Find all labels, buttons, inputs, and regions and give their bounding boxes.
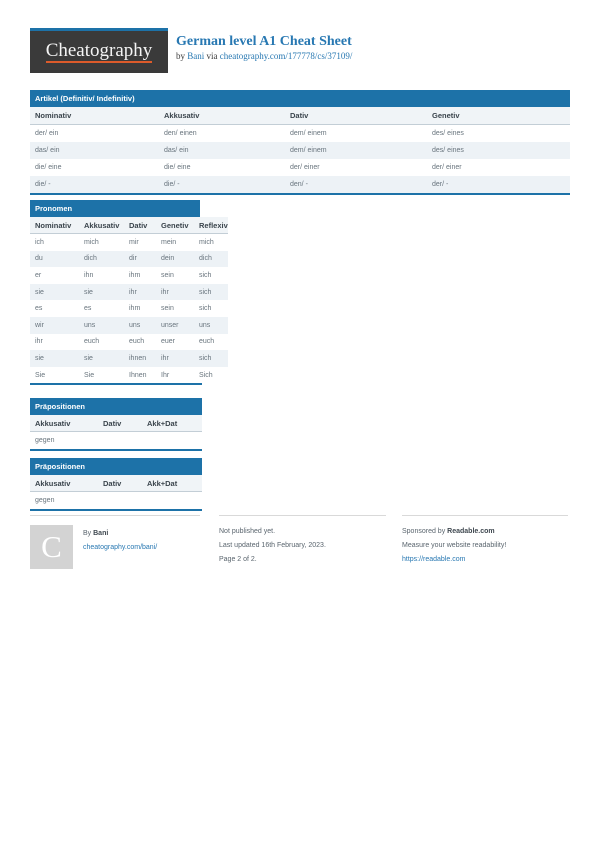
- byline-via: via: [206, 51, 218, 61]
- table-row: [30, 367, 228, 384]
- footer-by-label: By: [83, 530, 92, 537]
- table-cell: des/ eines: [432, 130, 464, 137]
- table-row: [30, 142, 570, 159]
- cheatography-logo: [30, 28, 168, 73]
- table-bottom-border: [30, 449, 202, 451]
- table-cell: ihr: [35, 338, 43, 346]
- table-cell: sich: [199, 271, 212, 279]
- sheet-url-link[interactable]: cheatography.com/177778/cs/37109/: [219, 51, 353, 61]
- table-cell: uns: [79, 317, 124, 334]
- table-cell: die/ -: [159, 176, 285, 193]
- table-cell: sein: [161, 305, 174, 313]
- pronomen-table: [30, 200, 228, 385]
- footer-status-column: [219, 515, 386, 567]
- table-cell: die/ -: [30, 176, 159, 193]
- table-cell: er: [35, 271, 42, 279]
- column-header-row: [30, 415, 202, 432]
- table-cell: Sich: [199, 371, 213, 379]
- artikel-table: [30, 90, 570, 195]
- table-cell: mir: [129, 238, 139, 246]
- table-cell: ihnen: [124, 350, 156, 367]
- table-cell: des/ eines: [427, 142, 570, 159]
- table-cell: sie: [79, 350, 124, 367]
- table-body: [30, 415, 202, 449]
- praepositionen-table-1: [30, 398, 202, 451]
- table-cell: mein: [161, 238, 177, 246]
- last-updated: Last updated 16th February, 2023.: [219, 542, 326, 549]
- footer-author-name: Bani: [93, 530, 109, 537]
- table-cell: euch: [199, 338, 215, 346]
- table-cell: [98, 492, 142, 510]
- table-cell: Sie: [35, 371, 46, 379]
- table-row: [30, 176, 570, 193]
- column-header-row: [30, 107, 570, 125]
- table-row: [30, 284, 228, 301]
- table-body: [30, 475, 202, 509]
- table-cell: euch: [129, 338, 145, 346]
- table-row: [30, 251, 228, 268]
- table-cell: uns: [124, 317, 156, 334]
- table-cell: uns: [194, 317, 228, 334]
- table-cell: der/ einer: [432, 164, 462, 171]
- table-title: Pronomen: [30, 200, 200, 217]
- sponsor-name: Readable.com: [447, 528, 495, 535]
- sponsor-prefix: Sponsored by: [402, 528, 446, 535]
- column-header: Akkusativ: [79, 217, 124, 234]
- table-cell: die/ eine: [164, 164, 191, 171]
- table-cell: [142, 432, 202, 450]
- table-bottom-border: [30, 509, 202, 511]
- footer-by-line: [83, 527, 157, 541]
- table-row: [30, 317, 228, 334]
- table-cell: gegen: [35, 437, 55, 444]
- table-cell: der/ ein: [35, 130, 59, 137]
- table-cell: Ihr: [161, 371, 170, 379]
- column-header: Akkusativ: [159, 107, 285, 125]
- table-cell: ihm: [129, 271, 141, 279]
- table-cell: [142, 492, 202, 510]
- avatar: C: [30, 525, 73, 569]
- table-cell: gegen: [35, 497, 55, 504]
- table-cell: dein: [156, 251, 194, 268]
- table-cell: du: [30, 251, 79, 268]
- table-cell: euer: [161, 338, 176, 346]
- column-header-row: [30, 475, 202, 492]
- column-header: Genetiv: [156, 217, 194, 234]
- column-header: Dativ: [124, 217, 156, 234]
- logo-wordmark: Cheatography: [45, 40, 153, 61]
- table-cell: Ihnen: [129, 371, 147, 379]
- table-cell: sich: [194, 350, 228, 367]
- table-cell: [98, 432, 142, 450]
- table-cell: ihr: [156, 284, 194, 301]
- column-header: Dativ: [98, 475, 142, 492]
- table-title: Präpositionen: [30, 458, 202, 475]
- table-cell: der/ -: [427, 176, 570, 193]
- footer-sponsor-column: [402, 515, 568, 567]
- table-bottom-border: [30, 193, 570, 195]
- table-cell: ihr: [156, 350, 194, 367]
- column-header: Akkusativ: [30, 475, 98, 492]
- table-cell: den/ -: [285, 176, 427, 193]
- column-header: Nominativ: [30, 107, 159, 125]
- footer-author-link[interactable]: cheatography.com/bani/: [83, 544, 158, 551]
- table-cell: wir: [30, 317, 79, 334]
- table-cell: es: [84, 305, 92, 313]
- table-body: [30, 107, 570, 193]
- table-row: [30, 350, 228, 367]
- table-cell: ihm: [129, 305, 141, 313]
- author-link[interactable]: Bani: [187, 51, 205, 61]
- table-cell: sie: [30, 350, 79, 367]
- table-row: [30, 234, 228, 251]
- table-bottom-border: [30, 383, 202, 385]
- table-cell: sie: [30, 284, 79, 301]
- table-cell: es: [35, 305, 43, 313]
- table-row: [30, 432, 202, 450]
- byline-prefix: by: [176, 51, 185, 61]
- page-number: Page 2 of 2.: [219, 556, 257, 563]
- column-header: Akkusativ: [30, 415, 98, 432]
- table-cell: sich: [199, 305, 212, 313]
- header-title-block: [176, 33, 352, 62]
- table-row: [30, 267, 228, 284]
- table-title: Präpositionen: [30, 398, 202, 415]
- sponsor-link[interactable]: https://readable.com: [402, 556, 466, 563]
- byline: [176, 50, 352, 62]
- praepositionen-table-2: [30, 458, 202, 511]
- table-cell: sie: [79, 284, 124, 301]
- column-header: Genetiv: [427, 107, 570, 125]
- table-cell: dem/ einem: [290, 130, 327, 137]
- table-cell: der/ einer: [290, 164, 320, 171]
- column-header: Dativ: [98, 415, 142, 432]
- table-cell: sich: [194, 284, 228, 301]
- table-cell: ihn: [84, 271, 94, 279]
- table-cell: ihr: [124, 284, 156, 301]
- table-cell: sein: [161, 271, 174, 279]
- table-cell: euch: [84, 338, 100, 346]
- publish-status: Not published yet.: [219, 528, 276, 535]
- table-cell: dich: [194, 251, 228, 268]
- table-title: Artikel (Definitiv/ Indefinitiv): [30, 90, 570, 107]
- table-cell: dich: [79, 251, 124, 268]
- table-cell: mich: [84, 238, 99, 246]
- table-row: [30, 159, 570, 176]
- column-header-row: [30, 217, 228, 234]
- table-row: [30, 334, 228, 351]
- footer-author-column: [30, 515, 200, 569]
- table-cell: dir: [124, 251, 156, 268]
- sponsor-tagline: Measure your website readability!: [402, 542, 507, 549]
- table-row: [30, 125, 570, 143]
- column-header: Akk+Dat: [142, 475, 202, 492]
- column-header: Reflexiv: [194, 217, 228, 234]
- table-row: [30, 492, 202, 510]
- table-cell: das/ ein: [30, 142, 159, 159]
- table-body: [30, 217, 228, 383]
- column-header: Dativ: [285, 107, 427, 125]
- table-cell: das/ ein: [159, 142, 285, 159]
- table-cell: ich: [35, 238, 44, 246]
- sponsor-line: [402, 525, 568, 539]
- table-cell: dem/ einem: [285, 142, 427, 159]
- logo-box: [30, 31, 168, 73]
- table-cell: mich: [199, 238, 214, 246]
- page-title: German level A1 Cheat Sheet: [176, 34, 352, 49]
- table-row: [30, 300, 228, 317]
- table-cell: Sie: [84, 371, 95, 379]
- column-header: Nominativ: [30, 217, 79, 234]
- column-header: Akk+Dat: [142, 415, 202, 432]
- table-cell: die/ eine: [35, 164, 62, 171]
- table-cell: unser: [156, 317, 194, 334]
- table-cell: den/ einen: [164, 130, 197, 137]
